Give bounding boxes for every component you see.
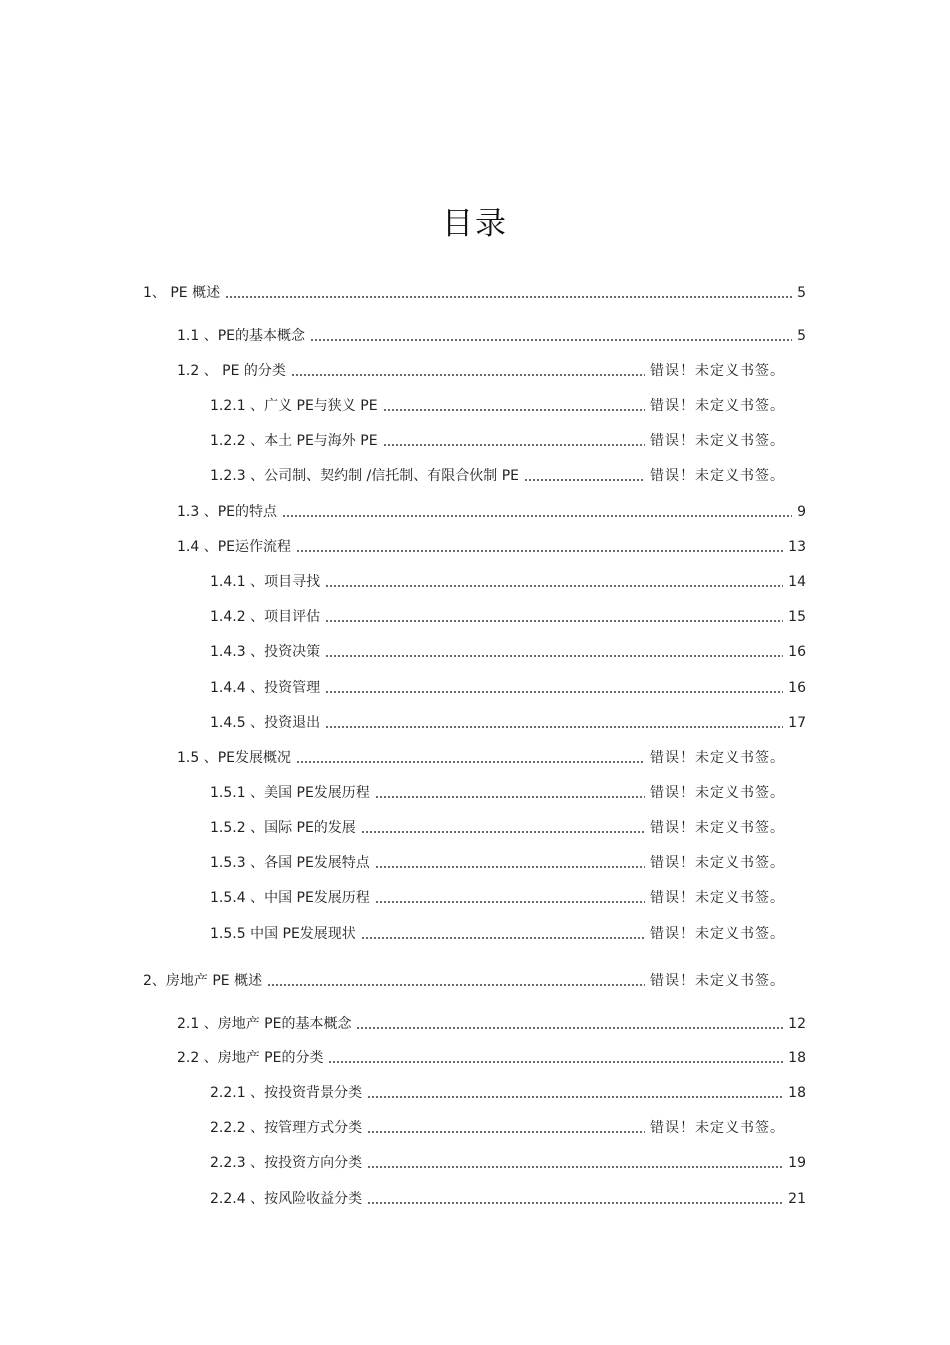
toc-page-number: 错误！未定义书签。 [650,750,785,766]
toc-entry-label: 1.5 、PE发展概况 [177,750,292,766]
page-title: 目录 [442,206,508,242]
toc-entry[interactable] [177,503,806,521]
toc-page-number: 21 [788,1191,806,1207]
dot-leader [328,1061,783,1063]
toc-page-number: 16 [788,644,806,660]
dot-leader [367,1202,783,1204]
toc-entry-label: 1.2.1 、广义 PE与狭义 PE [210,398,378,414]
toc-entry[interactable] [210,608,806,626]
toc-entry-label: 1.5.3 、各国 PE发展特点 [210,855,370,871]
toc-entry-label: 1.5.4 、中国 PE发展历程 [210,890,370,906]
dot-leader [296,550,783,552]
toc-entry-label: 1.4.4 、投资管理 [210,680,321,696]
dot-leader [383,444,645,446]
toc-entry-label: 2、房地产 PE 概述 [143,973,263,989]
toc-entry[interactable] [210,1084,806,1102]
toc-entry-label: 1.2.2 、本土 PE与海外 PE [210,433,378,449]
toc-entry[interactable] [210,573,806,591]
toc-entry[interactable] [177,538,806,556]
toc-page-number: 18 [788,1050,806,1066]
toc-entry[interactable] [143,972,785,990]
toc-entry-label: 2.1 、房地产 PE的基本概念 [177,1016,352,1032]
toc-entry[interactable] [210,1119,785,1137]
toc-page-number: 13 [788,539,806,555]
dot-leader [375,866,645,868]
toc-entry[interactable] [177,1049,806,1067]
toc-entry[interactable] [177,1015,806,1033]
dot-leader [325,726,783,728]
toc-page-number: 错误！未定义书签。 [650,820,785,836]
toc-page-number: 17 [788,715,806,731]
dot-leader [361,937,645,939]
toc-entry[interactable] [210,854,785,872]
toc-entry-label: 2.2.4 、按风险收益分类 [210,1191,363,1207]
toc-entry-label: 2.2.2 、按管理方式分类 [210,1120,363,1136]
dot-leader [367,1166,783,1168]
toc-entry[interactable] [210,397,785,415]
toc-entry[interactable] [177,327,806,345]
toc-entry[interactable] [210,432,785,450]
toc-entry-label: 1.2 、 PE 的分类 [177,363,286,379]
toc-entry-label: 2.2.1 、按投资背景分类 [210,1085,363,1101]
toc-page-number: 19 [788,1155,806,1171]
toc-page-number: 错误！未定义书签。 [650,363,785,379]
toc-page-number: 错误！未定义书签。 [650,1120,785,1136]
toc-entry[interactable] [210,467,785,485]
toc-entry-label: 1.1 、PE的基本概念 [177,328,306,344]
toc-entry-label: 1.4 、PE运作流程 [177,539,292,555]
dot-leader [367,1131,645,1133]
toc-entry[interactable] [210,819,785,837]
toc-page-number: 错误！未定义书签。 [650,468,785,484]
toc-page-number: 错误！未定义书签。 [650,855,785,871]
toc-entry-label: 1.5.2 、国际 PE的发展 [210,820,356,836]
toc-page-number: 错误！未定义书签。 [650,890,785,906]
toc-entry-label: 1.4.1 、项目寻找 [210,574,321,590]
toc-entry[interactable] [210,1190,806,1208]
toc-entry[interactable] [210,1154,806,1172]
toc-entry-label: 1.5.5 中国 PE发展现状 [210,926,356,942]
toc-entry[interactable] [210,679,806,697]
dot-leader [296,761,645,763]
dot-leader [367,1096,783,1098]
dot-leader [325,620,783,622]
toc-page-number: 15 [788,609,806,625]
toc-entry-label: 2.2.3 、按投资方向分类 [210,1155,363,1171]
toc-entry[interactable] [210,784,785,802]
toc-entry-label: 1.4.2 、项目评估 [210,609,321,625]
toc-page-number: 错误！未定义书签。 [650,926,785,942]
toc-page-number: 错误！未定义书签。 [650,785,785,801]
toc-page-number: 5 [797,328,806,344]
dot-leader [291,374,645,376]
toc-entry[interactable] [210,643,806,661]
toc-page-number: 14 [788,574,806,590]
dot-leader [524,479,645,481]
toc-entry[interactable] [177,362,785,380]
toc-entry-label: 1.5.1 、美国 PE发展历程 [210,785,370,801]
toc-entry[interactable] [210,714,806,732]
dot-leader [375,901,645,903]
toc-page-number: 错误！未定义书签。 [650,433,785,449]
dot-leader [361,831,645,833]
toc-entry[interactable] [210,889,785,907]
toc-page-number: 18 [788,1085,806,1101]
toc-entry-label: 1.4.3 、投资决策 [210,644,321,660]
toc-entry-label: 1.4.5 、投资退出 [210,715,321,731]
toc-entry[interactable] [143,284,806,302]
dot-leader [310,339,792,341]
toc-page-number: 5 [797,285,806,301]
toc-page-number: 错误！未定义书签。 [650,398,785,414]
dot-leader [325,655,783,657]
dot-leader [267,984,645,986]
toc-entry-label: 1.2.3 、公司制、契约制 /信托制、有限合伙制 PE [210,468,519,484]
dot-leader [225,296,792,298]
toc-page-number: 12 [788,1016,806,1032]
toc-entry[interactable] [210,925,785,943]
toc-entry-label: 1.3 、PE的特点 [177,504,278,520]
toc-page-number: 9 [797,504,806,520]
toc-entry-label: 1、 PE 概述 [143,285,221,301]
toc-entry[interactable] [177,749,785,767]
toc-entry-label: 2.2 、房地产 PE的分类 [177,1050,324,1066]
dot-leader [325,691,783,693]
dot-leader [356,1027,783,1029]
dot-leader [325,585,783,587]
dot-leader [383,409,645,411]
toc-page-number: 错误！未定义书签。 [650,973,785,989]
dot-leader [282,515,792,517]
dot-leader [375,796,645,798]
toc-page-number: 16 [788,680,806,696]
